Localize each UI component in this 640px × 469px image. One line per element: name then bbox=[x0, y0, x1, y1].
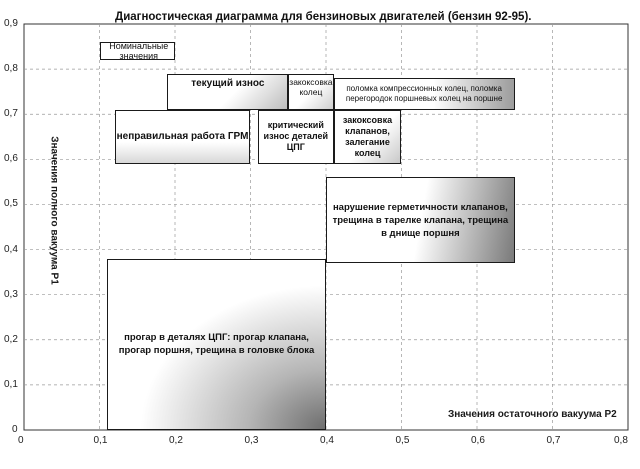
zone-ring-breakage bbox=[334, 78, 515, 110]
zone-label: закоксовка колец bbox=[289, 76, 333, 97]
zone-critical-wear bbox=[258, 110, 334, 164]
zone-ring-coking bbox=[288, 74, 333, 110]
x-tick-label: 0,8 bbox=[614, 435, 628, 446]
zone-label: неправильная работа ГРМ bbox=[116, 131, 249, 143]
y-tick-label: 0,1 bbox=[4, 378, 18, 390]
y-tick-label: 0,5 bbox=[4, 198, 18, 210]
x-tick-label: 0,4 bbox=[320, 435, 334, 446]
zone-valve-coking bbox=[334, 110, 402, 164]
x-tick-label: 0,2 bbox=[169, 435, 183, 446]
x-tick-label: 0,7 bbox=[546, 435, 561, 446]
zone-valve-leak bbox=[326, 177, 515, 263]
zone-current-wear bbox=[167, 74, 288, 110]
zone-label: прогар в деталях ЦПГ: прогар клапана, прогар поршня, трещина в головке блока bbox=[118, 332, 315, 357]
y-tick-label: 0,8 bbox=[4, 63, 18, 75]
y-tick-label: 0,6 bbox=[4, 153, 18, 165]
y-tick-label: 0,7 bbox=[4, 108, 18, 120]
zone-cpg-burnout bbox=[107, 259, 326, 430]
zone-label: нарушение герметичности клапанов, трещина в тарелке клапана, трещина в днище поршня bbox=[332, 201, 509, 239]
x-tick-label: 0,5 bbox=[395, 435, 410, 446]
x-tick-label: 0,3 bbox=[244, 435, 259, 446]
y-tick-label: 0,3 bbox=[4, 288, 18, 300]
zone-label: текущий износ bbox=[191, 77, 265, 89]
y-axis-label: Значения полного вакуума Р1 bbox=[48, 136, 60, 285]
zone-timing-malfunction bbox=[115, 110, 251, 164]
y-tick-label: 0,4 bbox=[4, 243, 18, 255]
zone-label: закоксовка клапанов, залегание колец bbox=[342, 114, 393, 158]
diagram-title: Диагностическая диаграмма для бензиновых двигателей (бензин 92-95). bbox=[115, 11, 532, 23]
y-tick-label: 0,2 bbox=[4, 333, 18, 345]
y-tick-label: 0,9 bbox=[4, 18, 18, 29]
zone-nominal-values bbox=[100, 42, 176, 60]
x-tick-label: 0 bbox=[18, 435, 24, 446]
x-axis-label: Значения остаточного вакуума Р2 bbox=[448, 409, 617, 420]
y-tick-label: 0 bbox=[12, 424, 18, 435]
zone-label: критический износ деталей ЦПГ bbox=[263, 120, 329, 153]
zone-label: поломка компрессионных колец, поломка перегородок поршневых колец на поршне bbox=[345, 83, 503, 103]
zone-label: Номинальные значения bbox=[109, 42, 169, 61]
x-tick-label: 0,6 bbox=[471, 435, 485, 446]
x-tick-label: 0,1 bbox=[93, 435, 108, 446]
